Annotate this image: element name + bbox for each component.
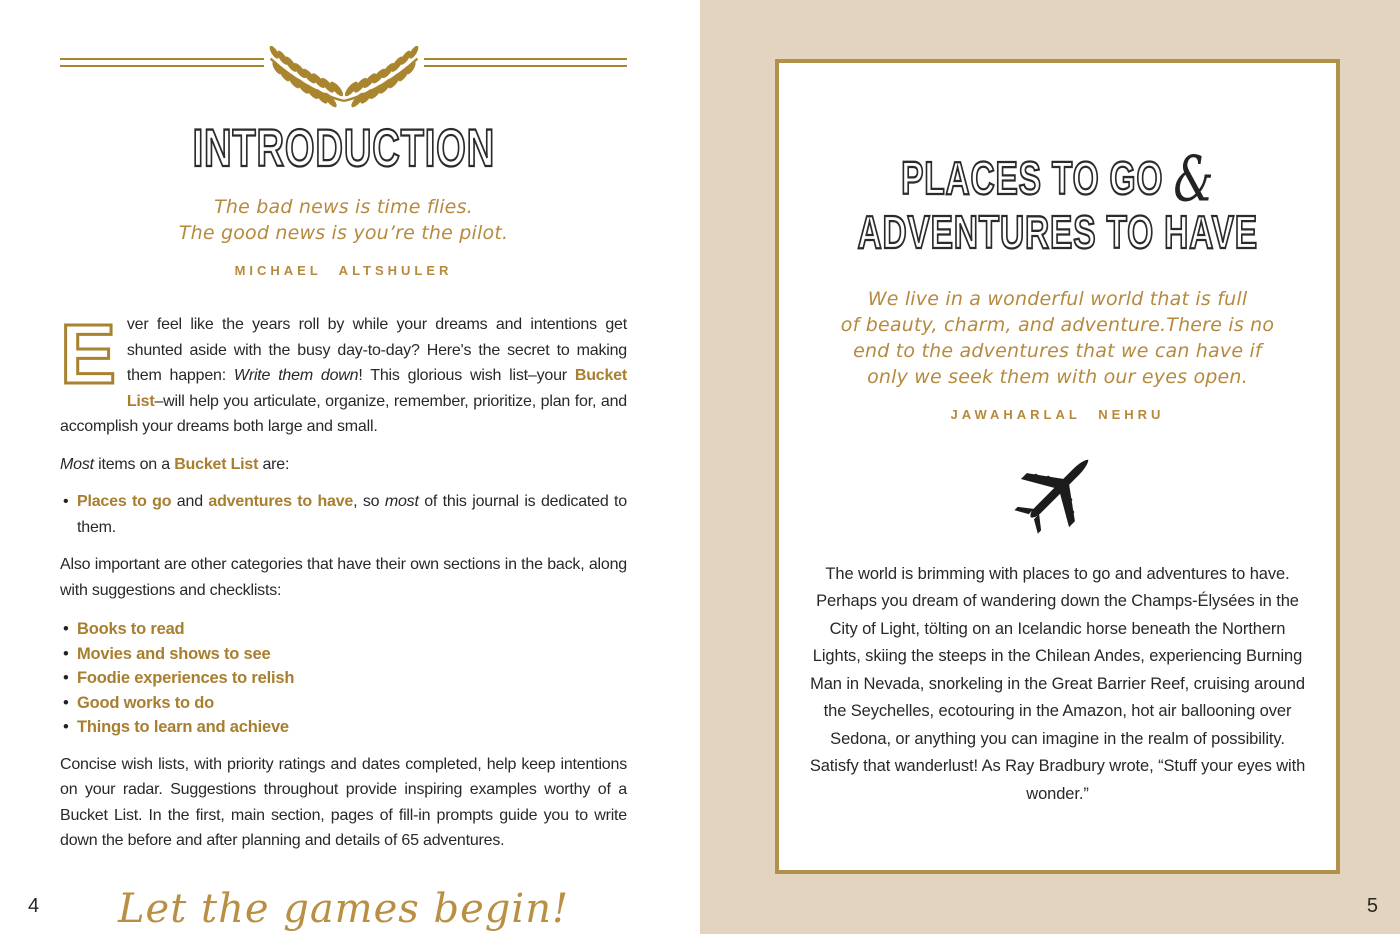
airplane-icon bbox=[779, 444, 1336, 541]
list-item-things-to-learn: • Things to learn and achieve bbox=[60, 715, 627, 740]
adventures-highlight: adventures to have bbox=[208, 493, 354, 511]
intro-text: ver feel like the years roll by while your dreams and intentions get shunted aside with the busy day-to-day? Here's the secret to making them happen: bbox=[126, 316, 627, 385]
epigraph-line: We live in a wonderful world that is full bbox=[867, 287, 1248, 310]
right-epigraph bbox=[779, 286, 1336, 390]
right-page-title bbox=[779, 142, 1336, 262]
right-title-line2: ADVENTURES TO HAVE bbox=[857, 206, 1258, 259]
places-bullet bbox=[60, 489, 627, 540]
places-to-go-highlight: Places to go bbox=[77, 493, 172, 511]
bucket-list-highlight: Bucket List bbox=[174, 455, 259, 473]
epigraph-line: end to the adventures that we can have if bbox=[853, 339, 1262, 362]
closing-paragraph: Concise wish lists, with priority ratings and dates completed, help keep intentions on your radar. Suggestions throughout provide inspiring examples worthy of a Bucket List. In the first, main section, pages of fill-in prompts guide you to write down the before and after planning and details of 65 adventures. bbox=[60, 755, 627, 850]
right-page bbox=[700, 0, 1400, 934]
list-item-movies: • Movies and shows to see bbox=[60, 642, 627, 667]
ampersand-glyph: & bbox=[1173, 142, 1214, 216]
intro-paragraph bbox=[60, 307, 628, 440]
left-page-title bbox=[60, 119, 627, 179]
ornament-rule-right bbox=[424, 58, 628, 67]
page-number-right: 5 bbox=[1366, 895, 1378, 917]
epigraph-line: The good news is you’re the pilot. bbox=[178, 222, 509, 245]
intro-text-italic: Write them down bbox=[233, 367, 359, 385]
right-body-paragraph: The world is brimming with places to go and adventures to have. Perhaps you dream of wandering down the Champs-Élysées in the City of Light, tölting on an Icelandic horse beneath the Northern Lights, skiing the steeps in the Chilean Andes, experiencing Burning Man in Nevada, snorkeling in the Great Barrier Reef, cruising around the Seychelles, ecotouring in the Amazon, hot air ballooning over Sedona, or anything you can imagine in the realm of possibility. Satisfy that wanderlust! As Ray Bradbury wrote, “Stuff your eyes with wonder.” bbox=[809, 564, 1306, 803]
right-epigraph-attribution: JAWAHARLAL NEHRU bbox=[950, 406, 1165, 422]
list-item-foodie: • Foodie experiences to relish bbox=[60, 666, 627, 691]
list-item-books: • Books to read bbox=[60, 617, 627, 642]
page-number-left: 4 bbox=[28, 895, 40, 917]
epigraph-line: of beauty, charm, and adventure.There is no bbox=[840, 313, 1275, 336]
most-text: items on a bbox=[93, 455, 175, 473]
laurel-icon bbox=[266, 46, 422, 108]
left-page-title-text: INTRODUCTION bbox=[192, 119, 495, 179]
also-important-paragraph: Also important are other categories that have their own sections in the back, along with suggestions and checklists: bbox=[60, 556, 627, 599]
let-the-games-begin-script: Let the games begin! bbox=[117, 885, 570, 932]
most-items-paragraph bbox=[60, 452, 627, 478]
intro-text: ! This glorious wish list–your bbox=[358, 367, 575, 385]
bullet-text: , so bbox=[353, 493, 385, 511]
right-title-line1 bbox=[901, 142, 1214, 216]
framed-panel bbox=[775, 59, 1340, 874]
right-title-text: PLACES TO GO bbox=[901, 153, 1174, 205]
bullet-text: and bbox=[171, 493, 209, 511]
most-text: are: bbox=[258, 455, 290, 473]
left-page-content bbox=[60, 0, 627, 932]
epigraph-line: only we seek them with our eyes open. bbox=[867, 365, 1248, 388]
epigraph-line: The bad news is time flies. bbox=[214, 196, 473, 219]
left-epigraph bbox=[60, 194, 627, 246]
header-ornament bbox=[60, 46, 627, 108]
bullet-italic: most bbox=[384, 493, 419, 511]
intro-text: –will help you articulate, organize, remember, prioritize, plan for, and accomplish your dreams both large and small. bbox=[60, 392, 627, 436]
category-list bbox=[60, 617, 627, 740]
bucket-list-highlight: Bucket List bbox=[126, 367, 628, 410]
ornament-rule-left bbox=[60, 58, 264, 67]
list-item-good-works: • Good works to do bbox=[60, 691, 627, 716]
dropcap-letter: E bbox=[60, 307, 116, 402]
left-epigraph-attribution: MICHAEL ALTSHULER bbox=[234, 263, 453, 279]
most-italic: Most bbox=[60, 455, 94, 473]
bullet-text: of this journal is dedicated to them. bbox=[77, 493, 627, 536]
